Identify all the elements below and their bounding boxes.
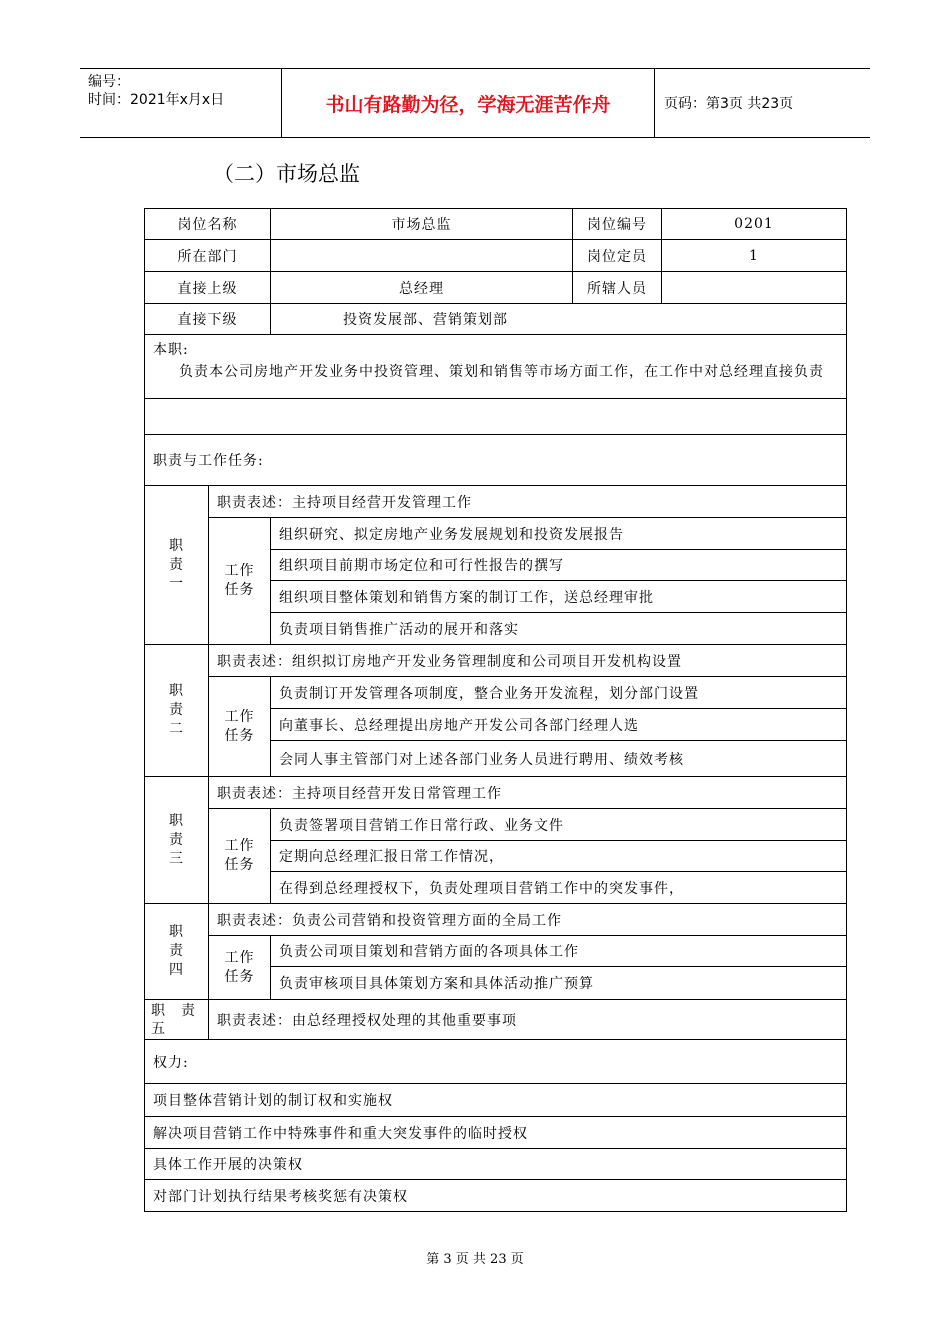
duty-label-line: 职 责 [151, 1002, 196, 1019]
pos-name-label: 岗位名称 [145, 209, 271, 240]
task-label-line: 任务 [224, 968, 255, 985]
dept-value [271, 240, 573, 272]
duty-label-char: 职 [169, 537, 184, 554]
section-title: （二）市场总监 [213, 162, 360, 186]
duty-label-line: 五 [151, 1020, 166, 1037]
job-description-table [144, 208, 847, 1212]
info-row [145, 304, 847, 335]
task-label-line: 任务 [224, 727, 255, 744]
subordinates-value [662, 272, 847, 304]
duty-desc-row [145, 904, 847, 936]
info-row [145, 240, 847, 272]
headcount-label: 岗位定员 [573, 240, 662, 272]
benzhi-row [145, 335, 847, 399]
task-item: 负责制订开发管理各项制度，整合业务开发流程，划分部门设置 [271, 677, 847, 709]
doc-code-label: 编号： [88, 74, 130, 90]
duty-label [145, 904, 209, 1000]
task-label-line: 任务 [224, 857, 255, 873]
duty-label [145, 1000, 209, 1040]
task-label [209, 936, 271, 1000]
duty-label-char: 一 [169, 575, 184, 592]
task-label-line: 工作 [224, 708, 255, 725]
task-label-line: 任务 [224, 582, 255, 598]
duty-desc: 职责表述：主持项目经营开发管理工作 [209, 486, 847, 518]
direct-sub-value: 投资发展部、营销策划部 [271, 304, 847, 335]
task-label-line: 工作 [224, 838, 255, 854]
task-label [209, 518, 271, 645]
task-item: 会同人事主管部门对上述各部门业务人员进行聘用、绩效考核 [271, 741, 847, 777]
page-header [80, 68, 870, 138]
task-row [145, 677, 847, 709]
task-row [145, 936, 847, 967]
duty-desc-row [145, 1000, 847, 1040]
task-label [209, 809, 271, 904]
power-item: 对部门计划执行结果考核奖惩有决策权 [145, 1180, 847, 1212]
task-item: 在得到总经理授权下，负责处理项目营销工作中的突发事件， [271, 872, 847, 904]
header-page-info: 页码：第3页 共23页 [664, 96, 794, 112]
duty-label-char: 责 [169, 943, 184, 959]
dept-label: 所在部门 [145, 240, 271, 272]
benzhi-text: 负责本公司房地产开发业务中投资管理、策划和销售等市场方面工作，在工作中对总经理直接负责 [179, 364, 824, 380]
pos-code-value: 0201 [662, 209, 847, 240]
task-item: 向董事长、总经理提出房地产开发公司各部门经理人选 [271, 709, 847, 741]
duty-desc: 职责表述：负责公司营销和投资管理方面的全局工作 [209, 904, 847, 936]
header-motto: 书山有路勤为径，学海无涯苦作舟 [282, 69, 655, 137]
doc-time: 时间：2021年x月x日 [88, 92, 225, 108]
pos-code-label: 岗位编号 [573, 209, 662, 240]
duty-label-char: 职 [169, 924, 184, 940]
duty-desc-row [145, 777, 847, 809]
header-meta [80, 69, 282, 137]
task-item: 负责审核项目具体策划方案和具体活动推广预算 [271, 967, 847, 1000]
power-row [145, 1084, 847, 1117]
duty-label-char: 二 [169, 721, 184, 737]
duty-desc: 职责表述：组织拟订房地产开发业务管理制度和公司项目开发机构设置 [209, 645, 847, 677]
duty-label [145, 486, 209, 645]
duty-label-char: 责 [169, 831, 184, 848]
task-row [145, 809, 847, 841]
task-label-line: 工作 [224, 949, 255, 966]
task-item: 组织项目前期市场定位和可行性报告的撰写 [271, 550, 847, 581]
info-row [145, 209, 847, 240]
task-row [145, 518, 847, 550]
duty-label-char: 四 [169, 962, 184, 978]
duty-label [145, 645, 209, 777]
duty-label-char: 职 [169, 683, 184, 699]
power-item: 项目整体营销计划的制订权和实施权 [145, 1084, 847, 1117]
power-row [145, 1180, 847, 1212]
duty-label-char: 三 [169, 850, 184, 867]
task-item: 定期向总经理汇报日常工作情况， [271, 841, 847, 872]
subordinates-label: 所辖人员 [573, 272, 662, 304]
power-header-row [145, 1040, 847, 1084]
duty-label-char: 责 [169, 556, 184, 573]
empty-cell [145, 399, 847, 435]
benzhi-label: 本职: [153, 342, 189, 358]
task-item: 组织项目整体策划和销售方案的制订工作，送总经理审批 [271, 581, 847, 613]
duty-desc: 职责表述：主持项目经营开发日常管理工作 [209, 777, 847, 809]
task-item: 负责项目销售推广活动的展开和落实 [271, 613, 847, 645]
task-label [209, 677, 271, 777]
task-item: 负责公司项目策划和营销方面的各项具体工作 [271, 936, 847, 967]
power-item: 具体工作开展的决策权 [145, 1149, 847, 1180]
headcount-value: 1 [662, 240, 847, 272]
duties-header: 职责与工作任务: [145, 435, 847, 486]
task-item: 负责签署项目营销工作日常行政、业务文件 [271, 809, 847, 841]
superior-value: 总经理 [271, 272, 573, 304]
duties-header-row [145, 435, 847, 486]
benzhi-cell [145, 335, 847, 399]
duty-desc: 职责表述：由总经理授权处理的其他重要事项 [209, 1000, 847, 1040]
duty-desc-row [145, 645, 847, 677]
power-row [145, 1117, 847, 1149]
power-header: 权力: [145, 1040, 847, 1084]
pos-name-value: 市场总监 [271, 209, 573, 240]
duty-label-char: 责 [169, 702, 184, 718]
page-footer: 第 3 页 共 23 页 [426, 1252, 524, 1267]
empty-row [145, 399, 847, 435]
duty-desc-row [145, 486, 847, 518]
power-item: 解决项目营销工作中特殊事件和重大突发事件的临时授权 [145, 1117, 847, 1149]
task-item: 组织研究、拟定房地产业务发展规划和投资发展报告 [271, 518, 847, 550]
direct-sub-label: 直接下级 [145, 304, 271, 335]
duty-label [145, 777, 209, 904]
superior-label: 直接上级 [145, 272, 271, 304]
info-row [145, 272, 847, 304]
task-label-line: 工作 [224, 563, 255, 579]
duty-label-char: 职 [169, 812, 184, 829]
power-row [145, 1149, 847, 1180]
